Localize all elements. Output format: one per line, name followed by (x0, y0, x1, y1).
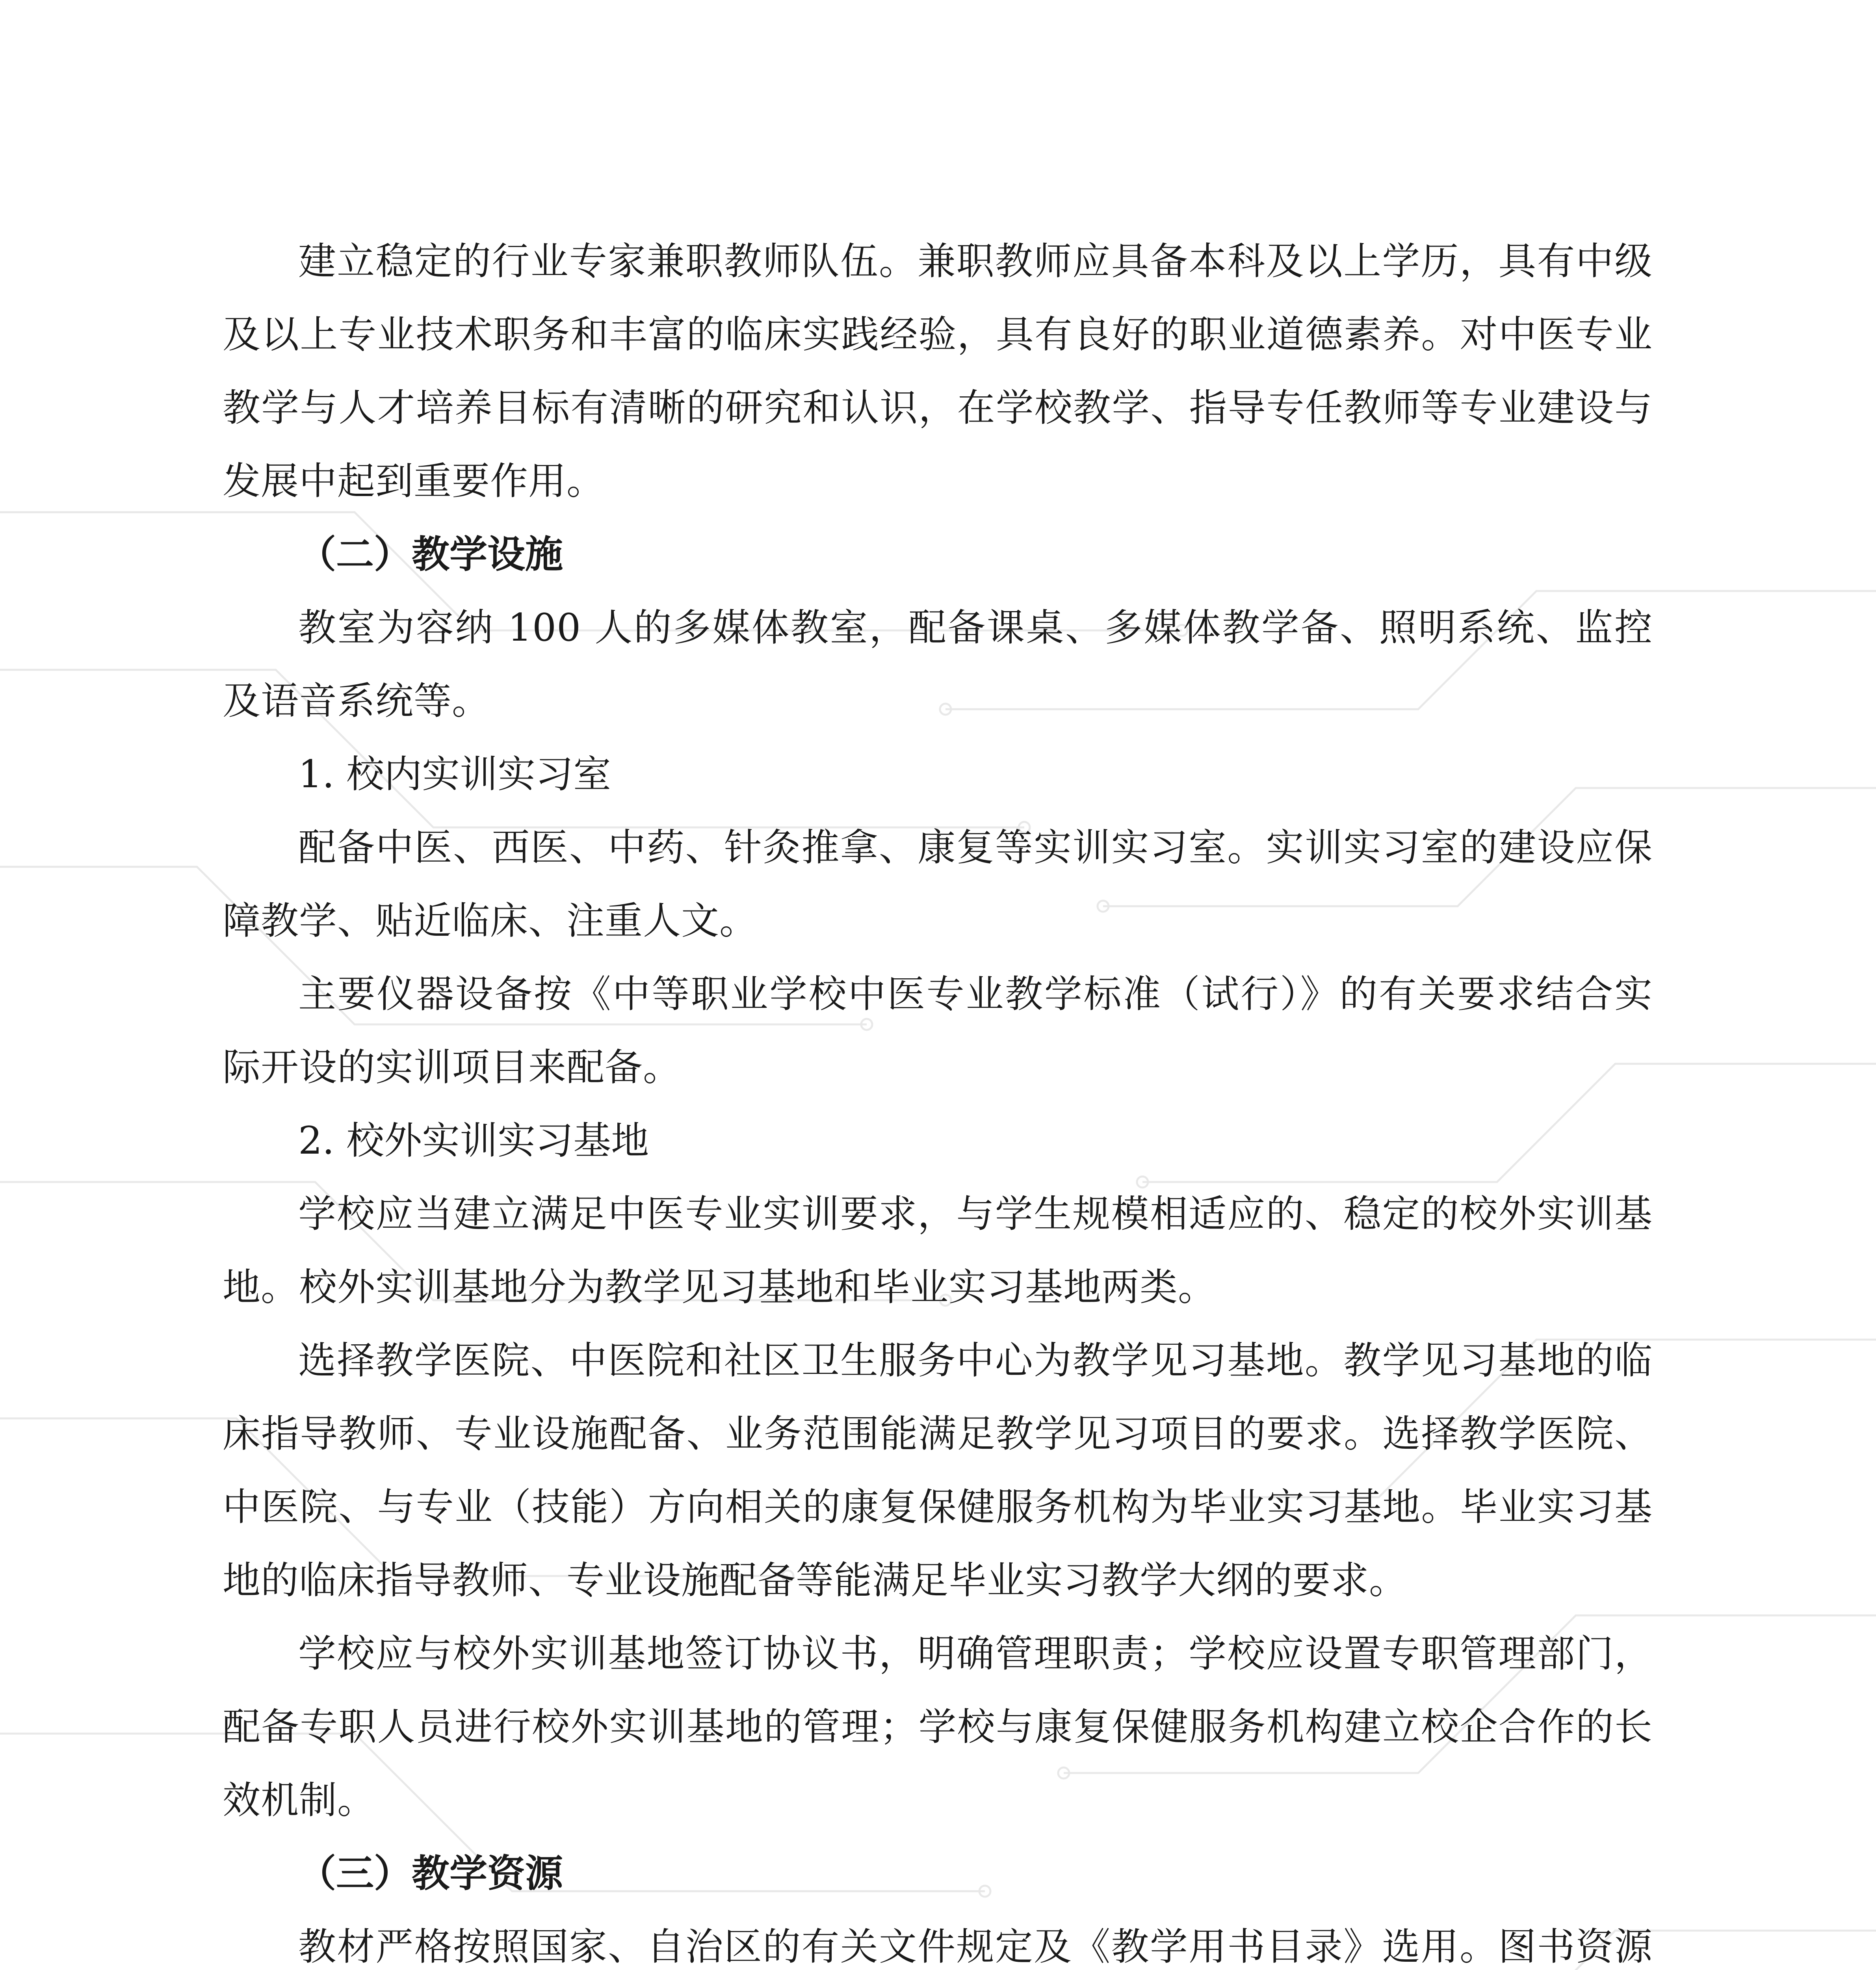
document-body (223, 225, 1653, 1970)
paragraph-classroom: 教室为容纳 100 人的多媒体教室，配备课桌、多媒体教学备、照明系统、监控及语音系统等。 (223, 606, 1653, 723)
paragraph-off-campus-bases: 学校应当建立满足中医专业实训要求，与学生规模相适应的、稳定的校外实训基地。校外实训基地分为教学见习基地和毕业实习基地两类。 (223, 1192, 1653, 1309)
paragraph-equipment: 主要仪器设备按《中等职业学校中医专业教学标准（试行）》的有关要求结合实际开设的实训项目来配备。 (223, 972, 1653, 1089)
paragraph-teaching-materials: 教材严格按照国家、自治区的有关文件规定及《教学用书目录》选用。图书资源 (298, 1925, 1653, 1969)
subheading-off-campus-training: 2. 校外实训实习基地 (298, 1119, 649, 1163)
paragraph-part-time-teachers: 建立稳定的行业专家兼职教师队伍。兼职教师应具备本科及以上学历，具有中级及以上专业技术职务和丰富的临床实践经验，具有良好的职业道德素养。对中医专业教学与人才培养目标有清晰的研究和认识，在学校教学、指导专任教师等专业建设与发展中起到重要作用。 (223, 239, 1653, 503)
paragraph-agreements: 学校应与校外实训基地签订协议书，明确管理职责；学校应设置专职管理部门，配备专职人员进行校外实训基地的管理；学校与康复保健服务机构建立校企合作的长效机制。 (223, 1632, 1653, 1822)
subheading-on-campus-training: 1. 校内实训实习室 (298, 752, 611, 796)
section-heading-teaching-facilities: （二）教学设施 (298, 532, 563, 576)
paragraph-training-rooms: 配备中医、西医、中药、针灸推拿、康复等实训实习室。实训实习室的建设应保障教学、贴近临床、注重人文。 (223, 825, 1653, 943)
section-heading-teaching-resources: （三）教学资源 (298, 1851, 563, 1896)
paragraph-internship-bases: 选择教学医院、中医院和社区卫生服务中心为教学见习基地。教学见习基地的临床指导教师、专业设施配备、业务范围能满足教学见习项目的要求。选择教学医院、中医院、与专业（技能）方向相关的康复保健服务机构为毕业实习基地。毕业实习基地的临床指导教师、专业设施配备等能满足毕业实习教学大纲的要求。 (223, 1338, 1653, 1602)
